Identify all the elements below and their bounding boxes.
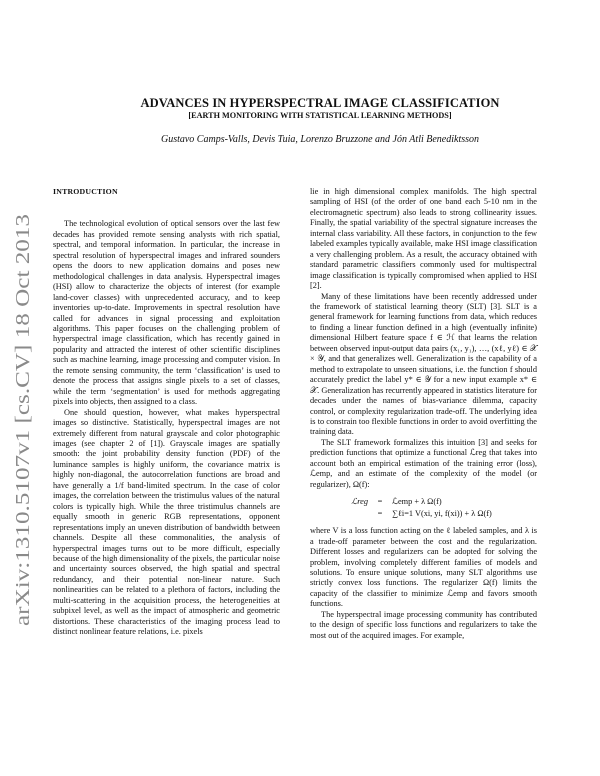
arxiv-stamp [2, 210, 38, 630]
paragraph: The hyperspectral image processing community has contributed to the design of specific loss functions and regularizers to take the most out of the acquired images. For example, [310, 609, 537, 640]
equation-row [310, 496, 537, 508]
equation-lhs: ℒreg [351, 497, 368, 507]
section-heading: INTRODUCTION [53, 187, 118, 196]
arxiv-stamp-text: arXiv:1310.5107v1 [cs.CV] 18 Oct 2013 [13, 306, 34, 626]
right-column [310, 187, 537, 641]
paragraph: where V is a loss function acting on the ℓ labeled samples, and λ is a trade-off parameter between the cost and the regularization. Different losses and regularizers can be adopted for solving the problem, involving completely different families of models and solutions. To ensure unique solutions, many SLT algorithms use strictly convex loss functions. The regularizer Ω(f) limits the capacity of the classifier to minimize ℒemp and favors smooth functions. [310, 526, 537, 609]
equation-row [310, 508, 537, 520]
equation-rhs: ∑ℓi=1 V(xi, yi, f(xi)) + λ Ω(f) [392, 509, 492, 519]
equation [310, 496, 537, 520]
paragraph: lie in high dimensional complex manifolds. The high spectral sampling of HSI (of the order of one band each 5-10 nm in the electromagnetic spectrum) also leads to strong collinearity issues. Finally, the spatial variability of the spectral signature increases the internal class variability. All these factors, in conjunction to the few labeled examples typically available, make HSI image classification a very challenging problem. As a result, the accuracy obtained with standard parametric classifiers commonly used for multispectral image classification is typically compromised when applied to HSI [2]. [310, 187, 537, 291]
paragraph: One should question, however, what makes hyperspectral images so distinctive. Statistically, hyperspectral images are not extremely different from natural grayscale and color photographic images (see chapter 2 of [1]). Grayscale images are spatially smooth: the joint probability density function (PDF) of the luminance samples is highly uniform, the covariance matrix is highly non-diagonal, the autocorrelation functions are broad and have generally a 1/f band-limited spectrum. In the case of color images, the correlation between the tristimulus values of the natural colors is typically high. While the three tristimulus channels are equally smooth in generic RGB representations, opponent representations imply an uneven distribution of bandwidth between channels. Despite all these commonalities, the analysis of hyperspectral images turns out to be more difficult, especially because of the high dimensionality of the pixels, the particular noise and uncertainty sources observed, the high spatial and spectral redundancy, and their potential non-linear nature. Such nonlinearities can be related to a plethora of factors, including the multi-scattering in the acquisition process, the heterogeneities at subpixel level, as well as the impact of atmospheric and geometric distortions. These characteristics of the imaging process lead to distinct nonlinear feature relations, i.e. pixels [53, 407, 280, 637]
left-column [53, 187, 280, 638]
paper-authors: Gustavo Camps-Valls, Devis Tuia, Lorenzo Bruzzone and Jón Atli Benediktsson [160, 134, 480, 145]
equation-operator: = [377, 497, 383, 507]
equation-rhs: ℒemp + λ Ω(f) [392, 497, 442, 507]
paragraph: The SLT framework formalizes this intuition [3] and seeks for prediction functions that optimize a functional ℒreg that takes into account both an empirical estimation of the training error (loss), ℒemp, and an estimate of the complexity of the model (or regularizer), Ω(f): [310, 437, 537, 489]
paper-title: ADVANCES IN HYPERSPECTRAL IMAGE CLASSIFICATION [140, 96, 500, 110]
paper-subtitle: [EARTH MONITORING WITH STATISTICAL LEARNING METHODS] [188, 111, 452, 120]
equation-operator: = [377, 509, 383, 519]
paragraph: Many of these limitations have been recently addressed under the framework of statistical learning theory (SLT) [3]. SLT is a general framework for learning functions from data, which reduces to finding a linear function defined in a high (eventually infinite) dimensional Hilbert feature space f ∈ ℋ that learns the relation between observed input-output data pairs (x₁, y₁), …, (xℓ, yℓ) ∈ 𝒳 × 𝒴, and that generalizes well. Generalization is the capability of a method to extrapolate to unseen situations, i.e. the function f should accurately predict the label y* ∈ 𝒴 for a new input example x* ∈ 𝒳. Generalization has recurrently appeared in statistics literature for decades under the names of bias-variance dilemma, capacity control, or complexity regularization trade-off. The underlying idea is to constrain too flexible functions in order to avoid overfitting the training data. [310, 291, 537, 437]
paragraph: The technological evolution of optical sensors over the last few decades has provided remote sensing analysts with rich spatial, spectral, and temporal information. In particular, the increase in spectral resolution of hyperspectral images and infrared sounders opens the doors to new application domains and poses new methodological challenges in data analysis. Hyperspectral images (HSI) allow to characterize the objects of interest (for example land-cover classes) with unprecedented accuracy, and to keep inventories up-to-date. Improvements in spectral resolution have called for advances in signal processing and exploitation algorithms. This paper focuses on the challenging problem of hyperspectral image classification, which has recently gained in popularity and attracted the interest of other scientific disciplines such as machine learning, image processing and computer vision. In the remote sensing community, the term ‘classification’ is used to denote the process that assigns single pixels to a set of classes, while the term ‘segmentation’ is used for methods aggregating pixels into objects, then assigned to a class. [53, 219, 280, 407]
